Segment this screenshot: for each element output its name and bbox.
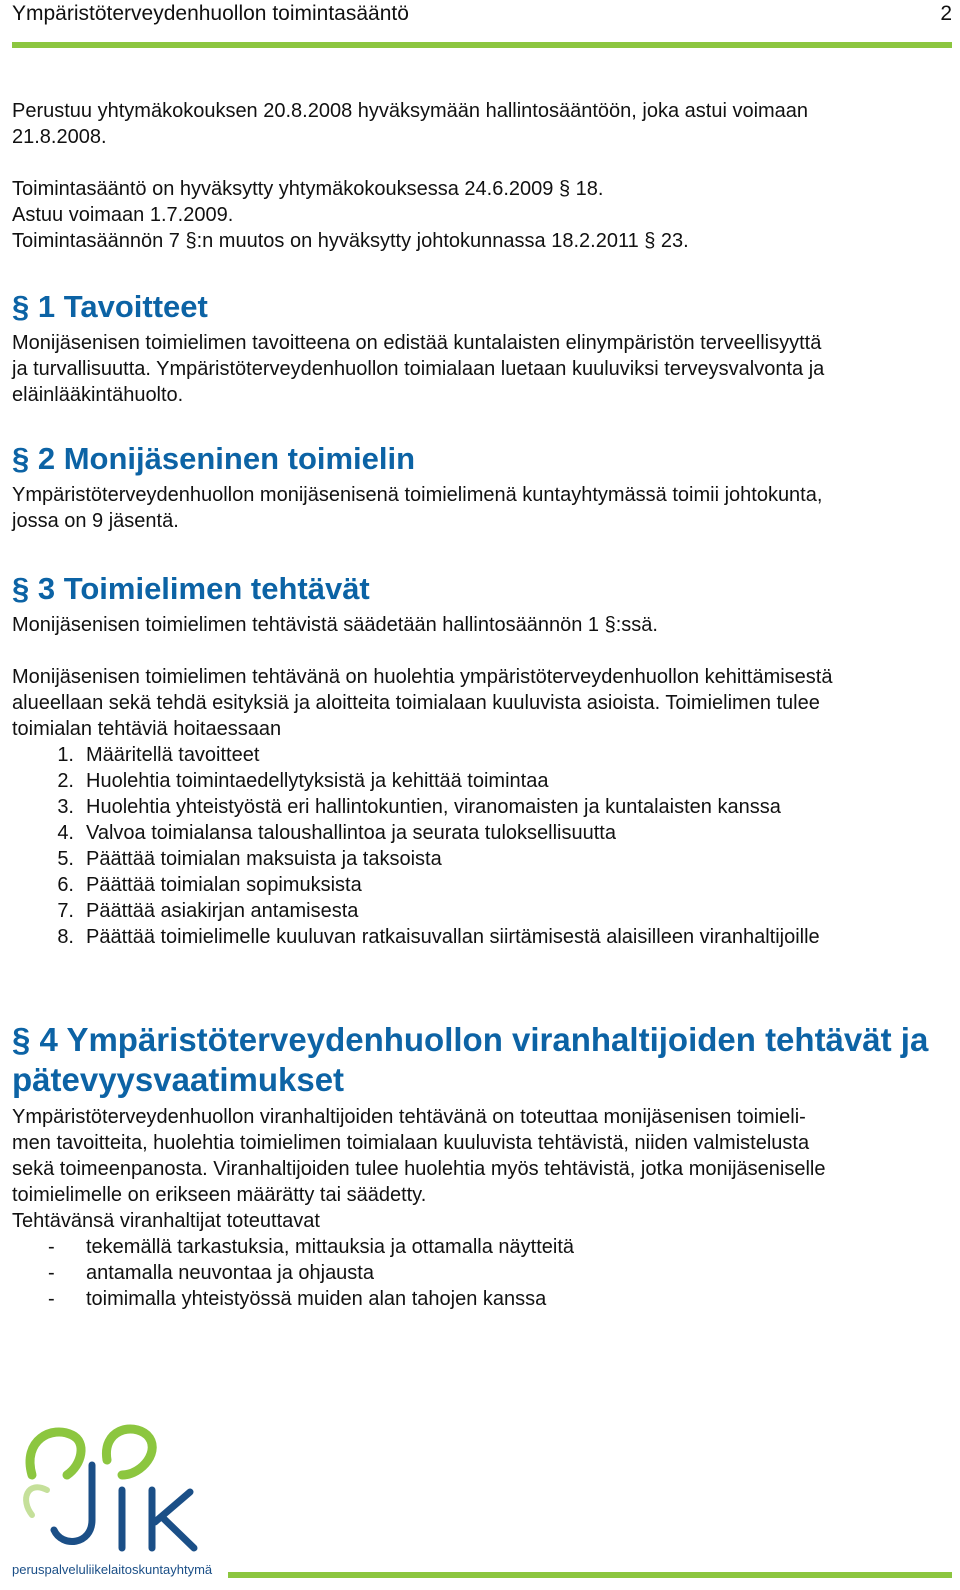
section-4-text: Ympäristöterveydenhuollon viranhaltijoiden tehtävänä on toteuttaa monijäsenisen toimieli-	[12, 1106, 806, 1128]
intro-line: Astuu voimaan 1.7.2009.	[12, 204, 234, 226]
intro-line: Perustuu yhtymäkokouksen 20.8.2008 hyväksymään hallintosääntöön, joka astui voimaan	[12, 100, 809, 122]
organization-logo	[12, 1420, 222, 1585]
list-item: 8. Päättää toimielimelle kuuluvan ratkaisuvallan siirtämisestä alaisilleen viranhaltijoille	[57, 926, 820, 948]
list-item: - tekemällä tarkastuksia, mittauksia ja ottamalla näytteitä	[48, 1236, 574, 1258]
page-number: 2	[940, 2, 952, 25]
section-4-text: men tavoitteita, huolehtia toimielimen toimialaan kuuluvista tehtävistä, niiden valmistelusta	[12, 1132, 810, 1154]
list-item: 6. Päättää toimialan sopimuksista	[57, 874, 362, 896]
section-4-method-list	[12, 1234, 947, 1312]
list-item: 1. Määritellä tavoitteet	[57, 744, 260, 766]
section-2-heading: § 2 Monijäseninen toimielin	[12, 441, 416, 476]
list-item: 5. Päättää toimialan maksuista ja taksoista	[57, 848, 442, 870]
section-2-text: Ympäristöterveydenhuollon monijäsenisenä toimielimenä kuntayhtymässä toimii johtokunta,	[12, 484, 823, 506]
list-item: - toimimalla yhteistyössä muiden alan tahojen kanssa	[48, 1288, 547, 1310]
section-4-text: sekä toimeenpanosta. Viranhaltijoiden tulee huolehtia myös tehtävistä, jotka monijäseniselle	[12, 1158, 826, 1180]
section-4-heading-cont: pätevyysvaatimukset	[12, 1061, 345, 1098]
header-rule	[12, 42, 952, 48]
section-1-text: ja turvallisuutta. Ympäristöterveydenhuollon toimialaan luetaan kuuluviksi terveysvalvonta ja	[12, 358, 825, 380]
section-3-text: Monijäsenisen toimielimen tehtävänä on huolehtia ympäristöterveydenhuollon kehittämisestä	[12, 666, 833, 688]
intro-line: Toimintasäännön 7 §:n muutos on hyväksytty johtokunnassa 18.2.2011 § 23.	[12, 230, 689, 252]
page-header	[12, 0, 952, 34]
section-4-text: Tehtävänsä viranhaltijat toteuttavat	[12, 1210, 320, 1232]
list-item: 3. Huolehtia yhteistyöstä eri hallintokuntien, viranomaisten ja kuntalaisten kanssa	[57, 796, 781, 818]
logo-icon	[12, 1420, 222, 1560]
section-3-text: Monijäsenisen toimielimen tehtävistä säädetään hallintosäännön 1 §:ssä.	[12, 614, 658, 636]
section-1-heading: § 1 Tavoitteet	[12, 289, 208, 324]
list-item: 2. Huolehtia toimintaedellytyksistä ja kehittää toimintaa	[57, 770, 549, 792]
section-3-text: toimialan tehtäviä hoitaessaan	[12, 718, 282, 740]
section-4-heading: § 4 Ympäristöterveydenhuollon viranhaltijoiden tehtävät ja	[12, 1021, 929, 1058]
document-title: Ympäristöterveydenhuollon toimintasääntö	[12, 2, 409, 25]
section-4-text: toimielimelle on erikseen määrätty tai säädetty.	[12, 1184, 427, 1206]
document-body	[12, 98, 947, 1312]
section-3-text: alueellaan sekä tehdä esityksiä ja aloitteita toimialaan kuuluvista asioista. Toimielimen tulee	[12, 692, 820, 714]
list-item: 4. Valvoa toimialansa taloushallintoa ja seurata tuloksellisuutta	[57, 822, 616, 844]
logo-caption: peruspalveluliikelaitoskuntayhtymä	[12, 1562, 213, 1577]
section-1-text: Monijäsenisen toimielimen tavoitteena on edistää kuntalaisten elinympäristön terveellisyyttä	[12, 332, 822, 354]
intro-line: 21.8.2008.	[12, 126, 107, 148]
section-2-text: jossa on 9 jäsentä.	[12, 510, 179, 532]
list-item: - antamalla neuvontaa ja ohjausta	[48, 1262, 374, 1284]
footer-rule	[228, 1572, 952, 1578]
section-3-task-list	[12, 742, 947, 950]
section-3-heading: § 3 Toimielimen tehtävät	[12, 571, 370, 606]
section-1-text: eläinlääkintähuolto.	[12, 384, 184, 406]
list-item: 7. Päättää asiakirjan antamisesta	[57, 900, 359, 922]
intro-line: Toimintasääntö on hyväksytty yhtymäkokouksessa 24.6.2009 § 18.	[12, 178, 604, 200]
